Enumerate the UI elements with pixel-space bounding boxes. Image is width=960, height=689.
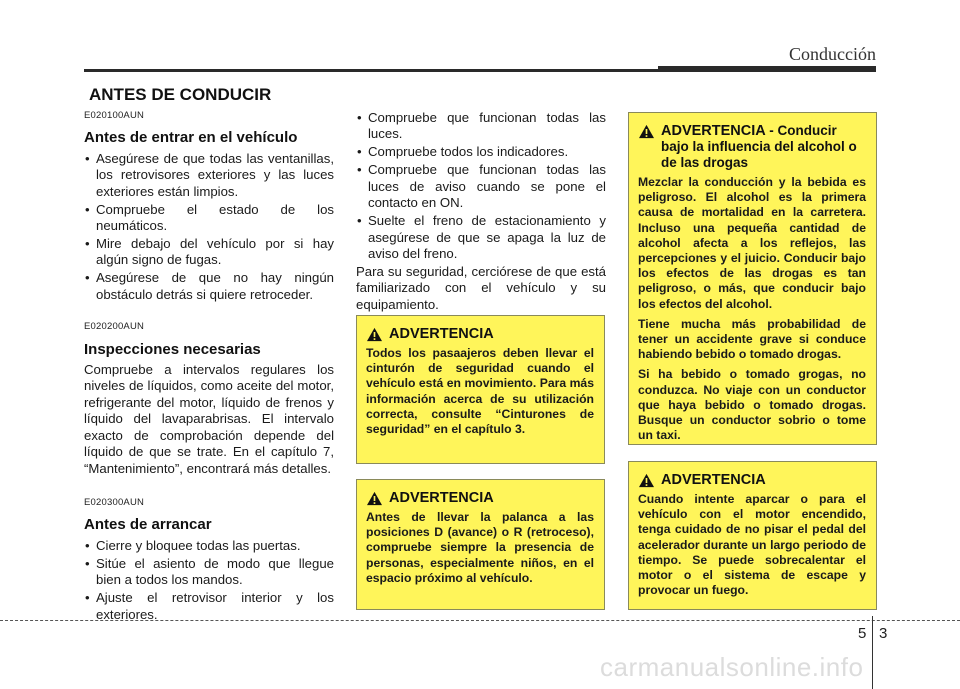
warning-text: Si ha bebido o tomado grogas, no conduzca. No viaje con un conductor que haya bebido o tomado drogas. Busque un conductor sobrio o tome un taxi. bbox=[638, 367, 866, 443]
warning-title: ADVERTENCIA bbox=[661, 472, 766, 488]
warning-seatbelts bbox=[356, 315, 605, 464]
chapter-title: Conducción bbox=[789, 44, 876, 64]
left-column bbox=[84, 108, 334, 638]
watermark: carmanualsonline.info bbox=[600, 652, 864, 682]
warning-icon bbox=[366, 327, 383, 342]
section-code: E020200AUN bbox=[84, 321, 145, 333]
list-item: • Asegúrese de que todas las ventanillas, los retrovisores exteriores y las luces exteriores están limpios. bbox=[84, 151, 334, 200]
header-rule-accent bbox=[658, 66, 876, 72]
warning-title: ADVERTENCIA bbox=[661, 123, 766, 139]
warning-text: Todos los pasaajeros deben llevar el cinturón de seguridad cuando el vehículo está en movimiento. Para más información acerca de su utilización correcta, consulte “Cinturones de seguridad” en el capítulo 3. bbox=[366, 346, 594, 437]
list-item: • Mire debajo del vehículo por si hay algún signo de fugas. bbox=[84, 236, 334, 269]
bullet-list bbox=[84, 538, 334, 623]
paragraph: Compruebe a intervalos regulares los niveles de líquidos, como aceite del motor, refrigerante del motor, líquido de frenos y líquido del lavaparabrisas. El intervalo exacto de comprobación depende del líquido de que se trate. En el capítulo 7, “Mantenimiento”, encontrará más detalles. bbox=[84, 362, 334, 476]
warning-icon bbox=[638, 124, 655, 139]
bullet-list bbox=[356, 110, 606, 262]
list-item: • Compruebe todos los indicadores. bbox=[356, 144, 606, 160]
warning-icon bbox=[366, 491, 383, 506]
warning-gear-lever bbox=[356, 479, 605, 610]
subheading: Inspecciones necesarias bbox=[84, 340, 261, 358]
warning-text: Cuando intente aparcar o para el vehículo con el motor encendido, tenga cuidado de no pisar el pedal del acelerador durante un largo periodo de tiempo. Se puede sobrecalentar el motor o el sistema de escape y provocar un fuego. bbox=[638, 492, 866, 598]
warning-subtitle: - Conducir bajo la influencia del alcohol o de las drogas bbox=[661, 123, 857, 170]
block-before-starting bbox=[84, 495, 334, 623]
bullet-list bbox=[84, 151, 334, 303]
warning-icon bbox=[638, 473, 655, 488]
warning-title: ADVERTENCIA bbox=[389, 490, 494, 506]
warning-title: ADVERTENCIA bbox=[389, 326, 494, 342]
list-item: • Compruebe que funcionan todas las luces. bbox=[356, 110, 606, 143]
page-chapter-number: 5 bbox=[858, 625, 867, 642]
list-item: • Suelte el freno de estacionamiento y asegúrese de que se apaga la luz de aviso del freno. bbox=[356, 213, 606, 262]
warning-text: Antes de llevar la palanca a las posiciones D (avance) o R (retroceso), compruebe siempre la presencia de personas, especialmente niños, en el espacio próximo al vehículo. bbox=[366, 510, 594, 585]
page-number: 3 bbox=[879, 625, 888, 642]
footer-rule bbox=[0, 620, 960, 621]
list-item: • Ajuste el retrovisor interior y los exteriores. bbox=[84, 590, 334, 623]
list-item: • Asegúrese de que no hay ningún obstáculo detrás si quiere retroceder. bbox=[84, 270, 334, 303]
warning-text: Mezclar la conducción y la bebida es peligroso. El alcohol es la primera causa de mortalidad en la carretera. Incluso una pequeña cantidad de alcohol afecta a los reflejos, las percepciones y el juicio. Conducir bajo los efectos de las drogas es tan peligroso, o más, que conducir bajo los efectos del alcohol. bbox=[638, 175, 866, 311]
warning-accelerator bbox=[628, 461, 877, 610]
subheading: Antes de entrar en el vehículo bbox=[84, 129, 298, 147]
list-item: • Sitúe el asiento de modo que llegue bien a todos los mandos. bbox=[84, 556, 334, 589]
paragraph: Para su seguridad, cerciórese de que está familiarizado con el vehículo y su equipamiento. bbox=[356, 264, 606, 312]
middle-column bbox=[356, 110, 606, 313]
block-before-entering bbox=[84, 108, 334, 303]
list-item: • Compruebe el estado de los neumáticos. bbox=[84, 202, 334, 235]
subheading: Antes de arrancar bbox=[84, 516, 212, 534]
page-number-divider bbox=[872, 616, 873, 689]
list-item: • Compruebe que funcionan todas las luces de aviso cuando se pone el contacto en ON. bbox=[356, 162, 606, 211]
section-code: E020300AUN bbox=[84, 496, 145, 508]
warning-text: Tiene mucha más probabilidad de tener un accidente grave si conduce habiendo bebido o tomado drogas. bbox=[638, 316, 866, 362]
section-code: E020100AUN bbox=[84, 110, 145, 121]
section-title: ANTES DE CONDUCIR bbox=[89, 85, 272, 104]
warning-alcohol-drugs bbox=[628, 112, 877, 445]
list-item: • Cierre y bloquee todas las puertas. bbox=[84, 538, 334, 554]
block-inspections bbox=[84, 319, 334, 477]
